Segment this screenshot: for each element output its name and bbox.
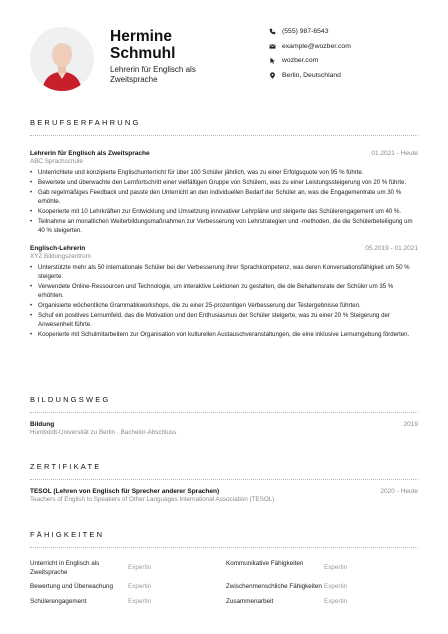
list-item: • Teilnahme an monatlichen Weiterbildungsmaßnahmen zur Verbesserung von Lehrstrategien und -methoden, die die Schülerbeteiligung um 40 % steigerten. [30,218,418,236]
section-divider [30,547,418,548]
section-title-experience: BERUFSERFAHRUNG [30,118,141,127]
list-item: • Unterstützte mehr als 50 internationale Schüler bei der Verbesserung ihrer Sprachkompetenz, was deren Konversationsfähigkeit um 50 % steigerte. [30,264,418,282]
skill-name: Schülerengagement [30,597,87,605]
education-title: Bildung [30,421,55,428]
list-item: • Unterrichtete und konzipierte Englischunterricht für über 100 Schüler jährlich, was zu einer Erfolgsquote von 95 % führte. [30,169,418,178]
education-header [30,421,418,429]
name-last: Schmuhl [110,45,176,62]
skill-level: Expertin [128,583,152,590]
contact-email-text[interactable]: example@wozber.com [282,42,351,50]
skill-level: Expertin [128,564,152,572]
phone-icon [268,28,276,36]
skill-level: Expertin [324,583,348,590]
certificate-date: 2020 - Heute [380,488,418,495]
education-entry [30,421,418,437]
person-name [110,28,175,62]
certificates-section [30,461,418,504]
skills-grid [30,560,418,606]
section-divider [30,412,418,413]
list-item: • Kooperierte mit Schulmitarbeitern zur Organisation von kulturellen Austauschveranstaltungen, die eine inklusive Lernumgebung förderten. [30,331,418,340]
job-bullets-2 [30,264,418,340]
name-first: Hermine [110,28,173,45]
skill-name: Kommunikative Fähigkeiten [226,560,304,567]
contact-location-text: Berlin, Deutschland [282,71,341,79]
job-date-1: 01.2021 - Heute [371,150,418,157]
job-company-1: ABC Sprachschule [30,158,83,165]
skill-level: Expertin [324,564,348,572]
job-header [30,150,418,158]
skill-level: Expertin [128,597,152,605]
skill-name: Zusammenarbeit [226,597,274,605]
job-bullets-1 [30,169,418,236]
certificate-header [30,488,418,496]
list-item: • Kooperierte mit 10 Lehrkräften zur Entwicklung und Umsetzung innovativer Lehrpläne und steigerte das Schülerengagement um 40 %. [30,208,418,217]
job-title-2: Englisch-Lehrerin [30,245,86,253]
job-entry-2 [30,245,418,340]
skill-name: Bewertung und Überwachung [30,583,113,590]
skill-level: Expertin [324,597,348,605]
skill-name: Unterricht in Englisch als Zweitsprache [30,560,100,576]
link-icon [268,57,276,65]
list-item: • Verwendete Online-Ressourcen und Technologie, um interaktive Lektionen zu gestalten, die die Behaltensrate der Schüler um 35 % erhöhten. [30,283,418,301]
section-divider [30,135,418,136]
contact-location [268,71,438,80]
experience-section [30,117,418,341]
certificate-entry [30,488,418,504]
education-date: 2019 [403,421,418,428]
job-title: Lehrerin für Englisch als Zweitsprache [110,65,196,84]
resume-header [0,0,448,108]
certificate-title: TESOL (Lehren von Englisch für Sprecher anderer Sprachen) [30,488,220,495]
profile-photo [30,27,94,91]
list-item: • Organisierte wöchentliche Grammatikworkshops, die zu einer 25-prozentigen Verbesserung der Testergebnisse führten. [30,302,418,311]
contact-list [268,27,438,85]
location-icon [268,71,276,79]
contact-website-text[interactable]: wozber.com [282,57,319,65]
list-item: • Bewertete und überwachte den Lernfortschritt einer vielfältigen Gruppe von Schülern, was zu einer Leistungssteigerung von 20 % führte. [30,179,418,188]
mail-icon [268,42,276,50]
contact-phone [268,27,438,36]
list-item: • Schuf ein positives Lernumfeld, das die Motivation und den Enthusiasmus der Schüler steigerte, was zu einer 20 % Steigerung der Anwesenheit führte. [30,312,418,330]
contact-website [268,56,438,65]
skills-section [30,529,418,606]
skill-name: Zwischenmenschliche Fähigkeiten [226,583,322,590]
section-title-certificates: ZERTIFIKATE [30,462,102,471]
job-title-1: Lehrerin für Englisch als Zweitsprache [30,150,150,157]
list-item: • Gab regelmäßiges Feedback und passte den Unterricht an den individuellen Bedarf der Schüler an, was die Engagementrate um 30 % erhöhte. [30,189,418,207]
job-header [30,245,418,253]
avatar [30,27,94,91]
job-company-2: XYZ Bildungszentrum [30,253,91,261]
job-date-2: 05.2019 - 01.2021 [365,245,418,253]
certificate-subtitle: Teachers of English to Speakers of Other Languages International Association (TESOL) [30,496,275,503]
section-divider [30,479,418,480]
job-entry-1 [30,150,418,236]
education-section [30,394,418,437]
contact-email [268,42,438,51]
section-title-skills: FÄHIGKEITEN [30,530,105,539]
section-title-education: BILDUNGSWEG [30,395,111,404]
contact-phone-text[interactable]: (555) 987-6543 [282,28,329,35]
education-subtitle: Humboldt-Universität zu Berlin · Bachelor-Abschluss [30,429,177,436]
